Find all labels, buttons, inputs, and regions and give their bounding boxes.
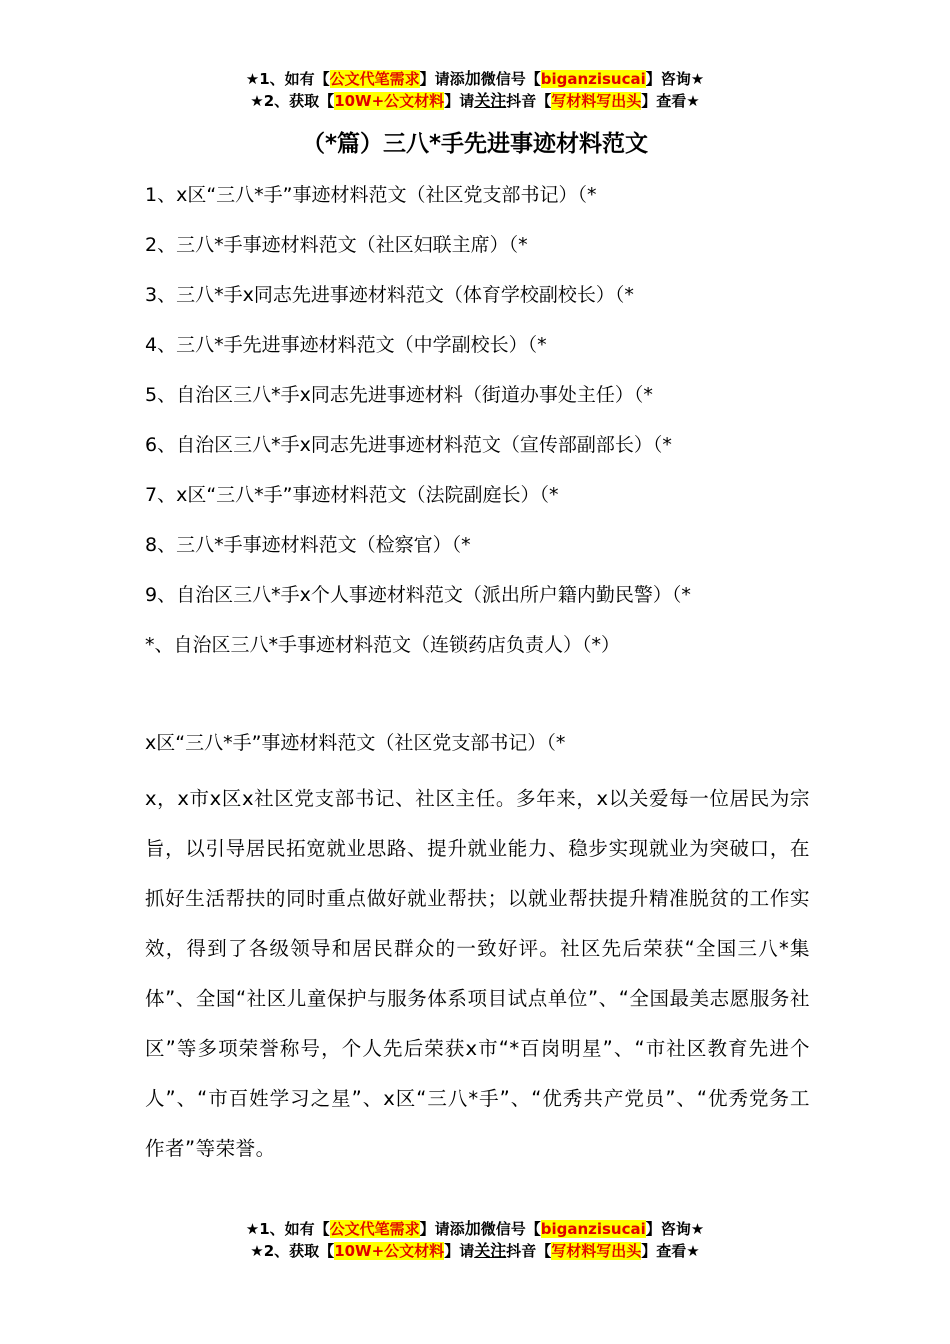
toc-item: 3、三八*手x同志先进事迹材料范文（体育学校副校长）（*: [145, 284, 634, 306]
article-body: x，x市x区x社区党支部书记、社区主任。多年来，x以关爱每一位居民为宗旨，以引导居民拓宽就业思路、提升就业能力、稳步实现就业为突破口，在抓好生活帮扶的同时重点做好就业帮扶；以就业帮扶提升精准脱贫的工作实效，得到了各级领导和居民群众的一致好评。社区先后荣获“全国三八*集体”、全国“社区儿童保护与服务体系项目试点单位”、“全国最美志愿服务社区”等多项荣誉称号，个人先后荣获x市“*百岗明星”、“市社区教育先进个人”、“市百姓学习之星”、x区“三八*手”、“优秀共产党员”、“优秀党务工作者”等荣誉。: [145, 787, 810, 1160]
banner-line-2: ★2、获取【10W+公文材料】请关注抖音【写材料写出头】查看★: [250, 1241, 700, 1260]
header-banner: [0, 68, 950, 112]
article-heading: x区“三八*手”事迹材料范文（社区党支部书记）（*: [145, 732, 566, 754]
document-title: （*篇）三八*手先进事迹材料范文: [301, 131, 649, 157]
toc-item: 4、三八*手先进事迹材料范文（中学副校长）（*: [145, 334, 547, 356]
highlight-douyin-account: 写材料写出头: [551, 92, 642, 110]
highlight-materials: 10W+公文材料: [334, 92, 445, 110]
highlight-wechat-id: biganzisucai: [540, 1220, 646, 1238]
toc-item: 2、三八*手事迹材料范文（社区妇联主席）（*: [145, 234, 528, 256]
table-of-contents: [145, 176, 845, 676]
article-section: [145, 724, 810, 1174]
banner-line-1: ★1、如有【公文代笔需求】请添加微信号【biganzisucai】咨询★: [245, 69, 705, 88]
toc-item: 5、自治区三八*手x同志先进事迹材料（街道办事处主任）（*: [145, 384, 653, 406]
banner-line-1: ★1、如有【公文代笔需求】请添加微信号【biganzisucai】咨询★: [245, 1219, 705, 1238]
toc-item: *、自治区三八*手事迹材料范文（连锁药店负责人）（*）: [145, 634, 621, 656]
highlight-wechat-id: biganzisucai: [540, 70, 646, 88]
toc-item: 6、自治区三八*手x同志先进事迹材料范文（宣传部副部长）（*: [145, 434, 672, 456]
footer-banner: [0, 1218, 950, 1262]
toc-item: 8、三八*手事迹材料范文（检察官）（*: [145, 534, 471, 556]
highlight-douyin-account: 写材料写出头: [551, 1242, 642, 1260]
highlight-service: 公文代笔需求: [329, 1220, 420, 1238]
banner-line-2: ★2、获取【10W+公文材料】请关注抖音【写材料写出头】查看★: [250, 91, 700, 110]
highlight-service: 公文代笔需求: [329, 70, 420, 88]
highlight-materials: 10W+公文材料: [334, 1242, 445, 1260]
toc-item: 7、x区“三八*手”事迹材料范文（法院副庭长）（*: [145, 484, 559, 506]
toc-item: 9、自治区三八*手x个人事迹材料范文（派出所户籍内勤民警）（*: [145, 584, 691, 606]
toc-item: 1、x区“三八*手”事迹材料范文（社区党支部书记）（*: [145, 184, 597, 206]
